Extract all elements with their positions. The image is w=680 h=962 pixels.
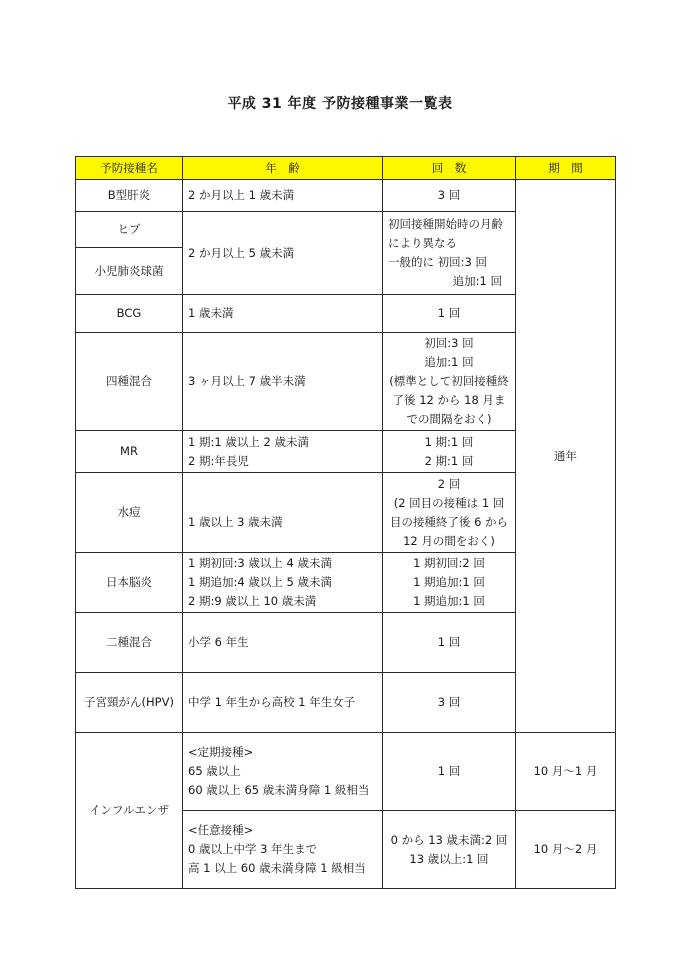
age-line: <任意接種> [188,823,254,837]
count-cell: 1 回 [383,613,516,673]
period-cell: 10 月～2 月 [516,811,616,889]
period-cell: 通年 [516,180,616,733]
age-line: 1 期:1 歳以上 2 歳未満 [188,434,309,449]
period-cell: 10 月～1 月 [516,733,616,811]
vaccine-name: 水痘 [76,473,183,553]
vaccine-name: MR [76,431,183,473]
age-cell [183,431,383,473]
count-line: 一般的に 初回:3 回 [388,255,488,269]
count-line: 2 期:1 回 [424,453,474,468]
count-line: 2 回 [437,476,461,491]
age-line: 2 期:9 歳以上 10 歳未満 [188,594,317,608]
vaccine-name: 子宮頸がん(HPV) [76,673,183,733]
vaccine-name: 小児肺炎球菌 [76,248,183,295]
vaccination-table [75,156,616,889]
table-row [76,180,616,212]
vaccine-name: ヒブ [76,212,183,248]
count-line: 0 から 13 歳未満:2 回 [390,832,508,847]
vaccine-name: インフルエンザ [76,733,183,889]
count-line: 初回接種開始時の月齢 [388,217,503,231]
count-line: 追加:1 回 [424,355,474,369]
count-line: 1 期初回:2 回 [413,556,485,570]
header-age: 年 齢 [183,157,383,180]
header-count: 回 数 [383,157,516,180]
count-cell [383,473,516,553]
age-cell [183,733,383,811]
age-cell: 3 ヶ月以上 7 歳半未満 [183,333,383,431]
age-line: 高 1 以上 60 歳未満身障 1 級相当 [188,861,366,875]
age-line: 1 期初回:3 歳以上 4 歳未満 [188,556,332,570]
age-line: 0 歳以上中学 3 年生まで [188,842,318,856]
count-cell [383,333,516,431]
vaccine-name: 四種混合 [76,333,183,431]
count-line: 初回:3 回 [424,336,474,350]
count-cell: 3 回 [383,180,516,212]
count-cell [383,212,516,295]
age-cell: 1 歳未満 [183,295,383,333]
age-line: 60 歳以上 65 歳未満身障 1 級相当 [188,783,370,797]
age-line: 65 歳以上 [188,764,241,778]
count-cell: 3 回 [383,673,516,733]
count-line: 1 期追加:1 回 [413,575,485,589]
count-note: (標準として初回接種終了後 12 から 18 月までの間隔をおく) [389,374,509,426]
vaccine-name: 日本脳炎 [76,553,183,613]
vaccine-name: BCG [76,295,183,333]
count-cell [383,431,516,473]
vaccine-name: B型肝炎 [76,180,183,212]
header-row [76,157,616,180]
age-cell [183,212,383,295]
count-cell: 1 回 [383,295,516,333]
age-line: 1 期追加:4 歳以上 5 歳未満 [188,575,332,589]
age-line: 2 期:年長児 [188,453,249,468]
age-cell: 2 か月以上 1 歳未満 [183,180,383,212]
count-line: により異なる [388,236,457,250]
age-cell: 小学 6 年生 [183,613,383,673]
age-text: 2 か月以上 5 歳未満 [188,245,295,260]
age-cell: 中学 1 年生から高校 1 年生女子 [183,673,383,733]
vaccine-name: 二種混合 [76,613,183,673]
count-line: 1 期:1 回 [424,434,474,449]
count-line: 追加:1 回 [452,274,502,288]
header-period: 期 間 [516,157,616,180]
age-cell [183,811,383,889]
count-line: 1 期追加:1 回 [413,594,485,608]
page-title: 平成 31 年度 予防接種事業一覧表 [227,96,453,112]
age-line: <定期接種> [188,745,254,759]
count-cell [383,811,516,889]
count-cell [383,553,516,613]
header-vaccine-name: 予防接種名 [76,157,183,180]
age-cell [183,553,383,613]
count-line: 13 歳以上:1 回 [409,851,489,866]
count-cell: 1 回 [383,733,516,811]
count-note: (2 回目の接種は 1 回目の接種終了後 6 から 12 月の間をおく) [389,495,509,548]
table-row [76,733,616,811]
age-cell: 1 歳以上 3 歳未満 [183,473,383,553]
